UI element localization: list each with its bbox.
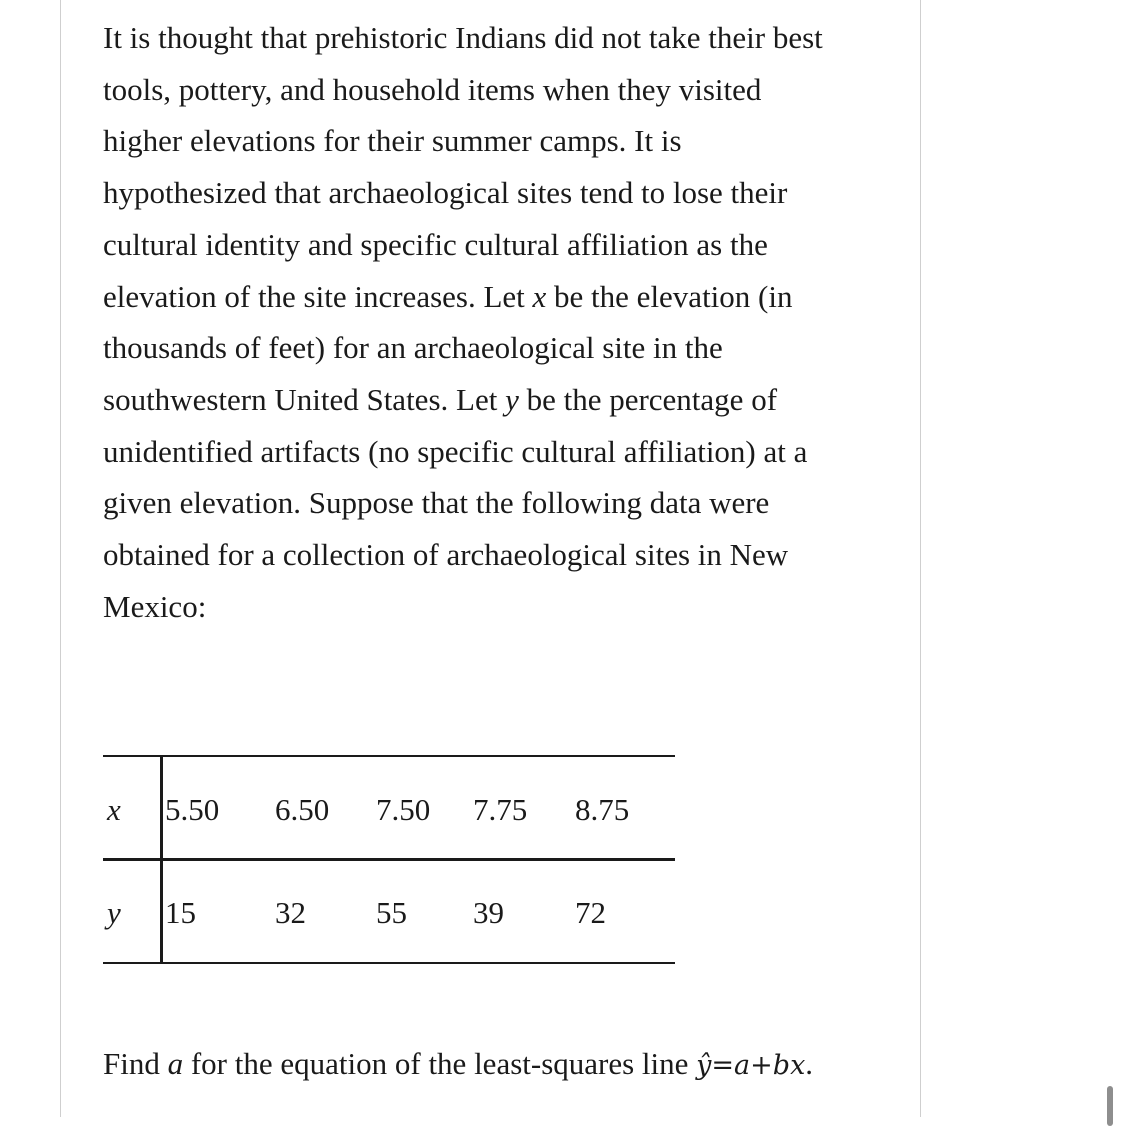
x-value: 7.75	[473, 792, 528, 827]
y-hat-symbol: ŷ	[696, 1050, 712, 1081]
y-value: 72	[575, 895, 606, 930]
question-text-run: for the equation of the least-squares line	[183, 1046, 697, 1081]
variable-a: a	[167, 1046, 184, 1081]
x-value: 5.50	[165, 792, 220, 827]
question-period: .	[805, 1046, 814, 1081]
problem-text-run: be the percentage of	[518, 381, 778, 417]
variable-y: y	[505, 381, 519, 417]
problem-line: Mexico:	[103, 588, 207, 624]
data-table	[103, 755, 675, 965]
x-value: 8.75	[575, 792, 630, 827]
problem-line: It is thought that prehistoric Indians did not take their best	[103, 20, 823, 55]
y-value: 39	[473, 895, 504, 930]
y-value: 15	[165, 895, 196, 930]
problem-text-run: elevation of the site increases. Let	[103, 278, 533, 314]
problem-line: thousands of feet) for an archaeological site in the	[103, 330, 723, 366]
table-middle-rule	[103, 858, 675, 861]
row-label-y: y	[107, 895, 121, 930]
problem-text-run: be the elevation (in	[546, 278, 793, 314]
slope-term-bx: bx	[772, 1050, 806, 1081]
regression-equation	[696, 1050, 805, 1081]
equals-sign: =	[711, 1050, 735, 1081]
content-frame-left-border	[60, 0, 61, 1117]
scrollbar-thumb[interactable]	[1107, 1086, 1113, 1126]
plus-sign: +	[750, 1050, 773, 1081]
table-header-divider	[160, 757, 163, 963]
row-label-x: x	[107, 792, 121, 827]
problem-line: higher elevations for their summer camps. It is	[103, 123, 682, 159]
content-frame-right-border	[920, 0, 921, 1117]
problem-line: tools, pottery, and household items when they visited	[103, 71, 762, 107]
problem-line	[103, 374, 893, 426]
problem-line: hypothesized that archaeological sites tend to lose their	[103, 175, 788, 211]
y-value: 32	[275, 895, 306, 930]
variable-x: x	[532, 278, 547, 314]
problem-line: obtained for a collection of archaeological sites in New	[103, 537, 789, 573]
table-bottom-rule	[103, 962, 675, 964]
problem-line	[103, 271, 893, 323]
problem-text-run: southwestern United States. Let	[103, 381, 506, 417]
problem-line: given elevation. Suppose that the following data were	[103, 485, 770, 521]
problem-line: unidentified artifacts (no specific cultural affiliation) at a	[103, 433, 808, 469]
question-prompt	[103, 1046, 813, 1084]
y-value: 55	[376, 895, 407, 930]
problem-line: cultural identity and specific cultural affiliation as the	[103, 226, 768, 262]
x-value: 6.50	[275, 792, 330, 827]
x-value: 7.50	[376, 792, 431, 827]
question-text-run: Find	[103, 1046, 168, 1081]
intercept-a: a	[734, 1050, 751, 1081]
table-top-rule	[103, 755, 675, 757]
problem-statement	[103, 12, 893, 632]
